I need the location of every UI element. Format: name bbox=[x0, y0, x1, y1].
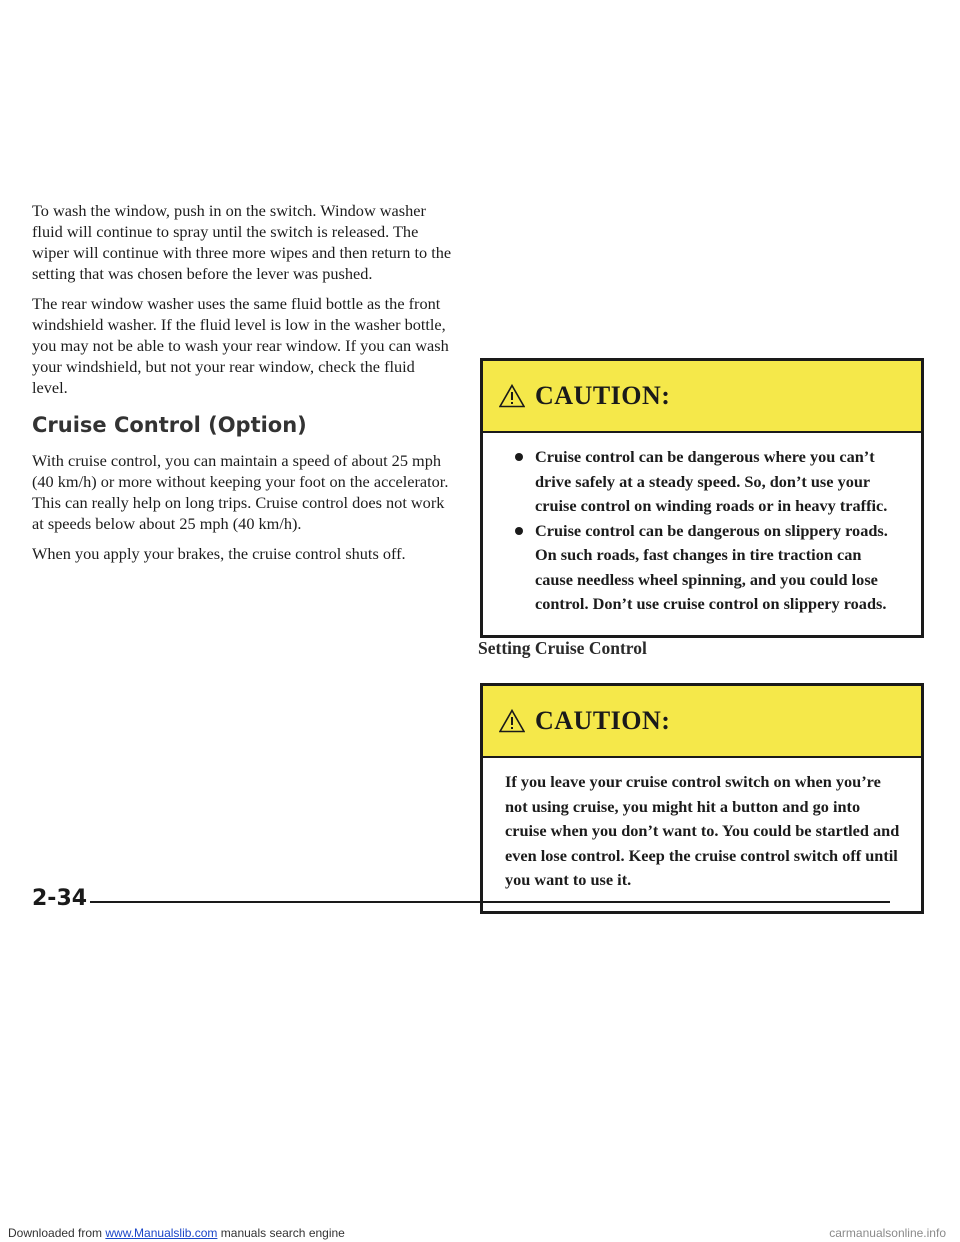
watermark-suffix: manuals search engine bbox=[217, 1226, 345, 1240]
paragraph-rear-washer: The rear window washer uses the same fluid bottle as the front windshield washer. If the fluid level is low in the washer bottle, you may not be able to wash your rear window. If you can wash your windshield, but not your rear window, check the fluid level. bbox=[32, 294, 449, 397]
caution-label: CAUTION: bbox=[535, 381, 671, 410]
manualslib-link[interactable]: www.Manualslib.com bbox=[105, 1226, 218, 1240]
section-heading-cruise-control: Cruise Control (Option) bbox=[32, 413, 307, 437]
bullet-icon bbox=[515, 453, 523, 461]
paragraph-cruise-intro: With cruise control, you can maintain a speed of about 25 mph (40 km/h) or more without keeping your foot on the accelerator. This can really help on long trips. Cruise control does not work at speeds below about 25 mph (40 km/h). bbox=[32, 451, 449, 533]
watermark-prefix: Downloaded from bbox=[8, 1226, 106, 1240]
caution-body bbox=[483, 433, 921, 635]
site-watermark: carmanualsonline.info bbox=[829, 1226, 946, 1240]
bullet-icon bbox=[515, 527, 523, 535]
caution-item-text: Cruise control can be dangerous where you can’t drive safely at a steady speed. So, don’t use your cruise control on winding roads or in heavy traffic. bbox=[535, 447, 888, 515]
caution-item bbox=[515, 519, 903, 617]
caution-box-2 bbox=[480, 683, 924, 914]
warning-triangle-icon bbox=[499, 384, 525, 408]
caution-label: CAUTION: bbox=[535, 706, 671, 735]
paragraph-brakes: When you apply your brakes, the cruise control shuts off. bbox=[32, 544, 406, 563]
caution-list bbox=[515, 445, 903, 617]
caution-item bbox=[515, 445, 903, 519]
paragraph-washer: To wash the window, push in on the switch. Window washer fluid will continue to spray until the switch is released. The wiper will continue with three more wipes and then return to the setting that was chosen before the lever was pushed. bbox=[32, 201, 452, 283]
caution-item-text: Cruise control can be dangerous on slippery roads. On such roads, fast changes in tire traction can cause needless wheel spinning, and you could lose control. Don’t use cruise control on slippery roads. bbox=[535, 520, 888, 613]
footer-rule bbox=[90, 901, 890, 903]
caution-box-1 bbox=[480, 358, 924, 638]
left-column bbox=[32, 200, 452, 573]
sub-heading-setting-cruise: Setting Cruise Control bbox=[478, 638, 647, 658]
page-number: 2-34 bbox=[32, 886, 88, 911]
caution-header bbox=[483, 686, 921, 758]
download-watermark bbox=[8, 1226, 345, 1240]
caution-text: If you leave your cruise control switch on when you’re not using cruise, you might hit a button and go into cruise when you don’t want to. You could be startled and even lose control. Keep the cruise control switch off until you want to use it. bbox=[505, 772, 900, 889]
caution-header bbox=[483, 361, 921, 433]
caution-body bbox=[483, 758, 921, 911]
warning-triangle-icon bbox=[499, 709, 525, 733]
